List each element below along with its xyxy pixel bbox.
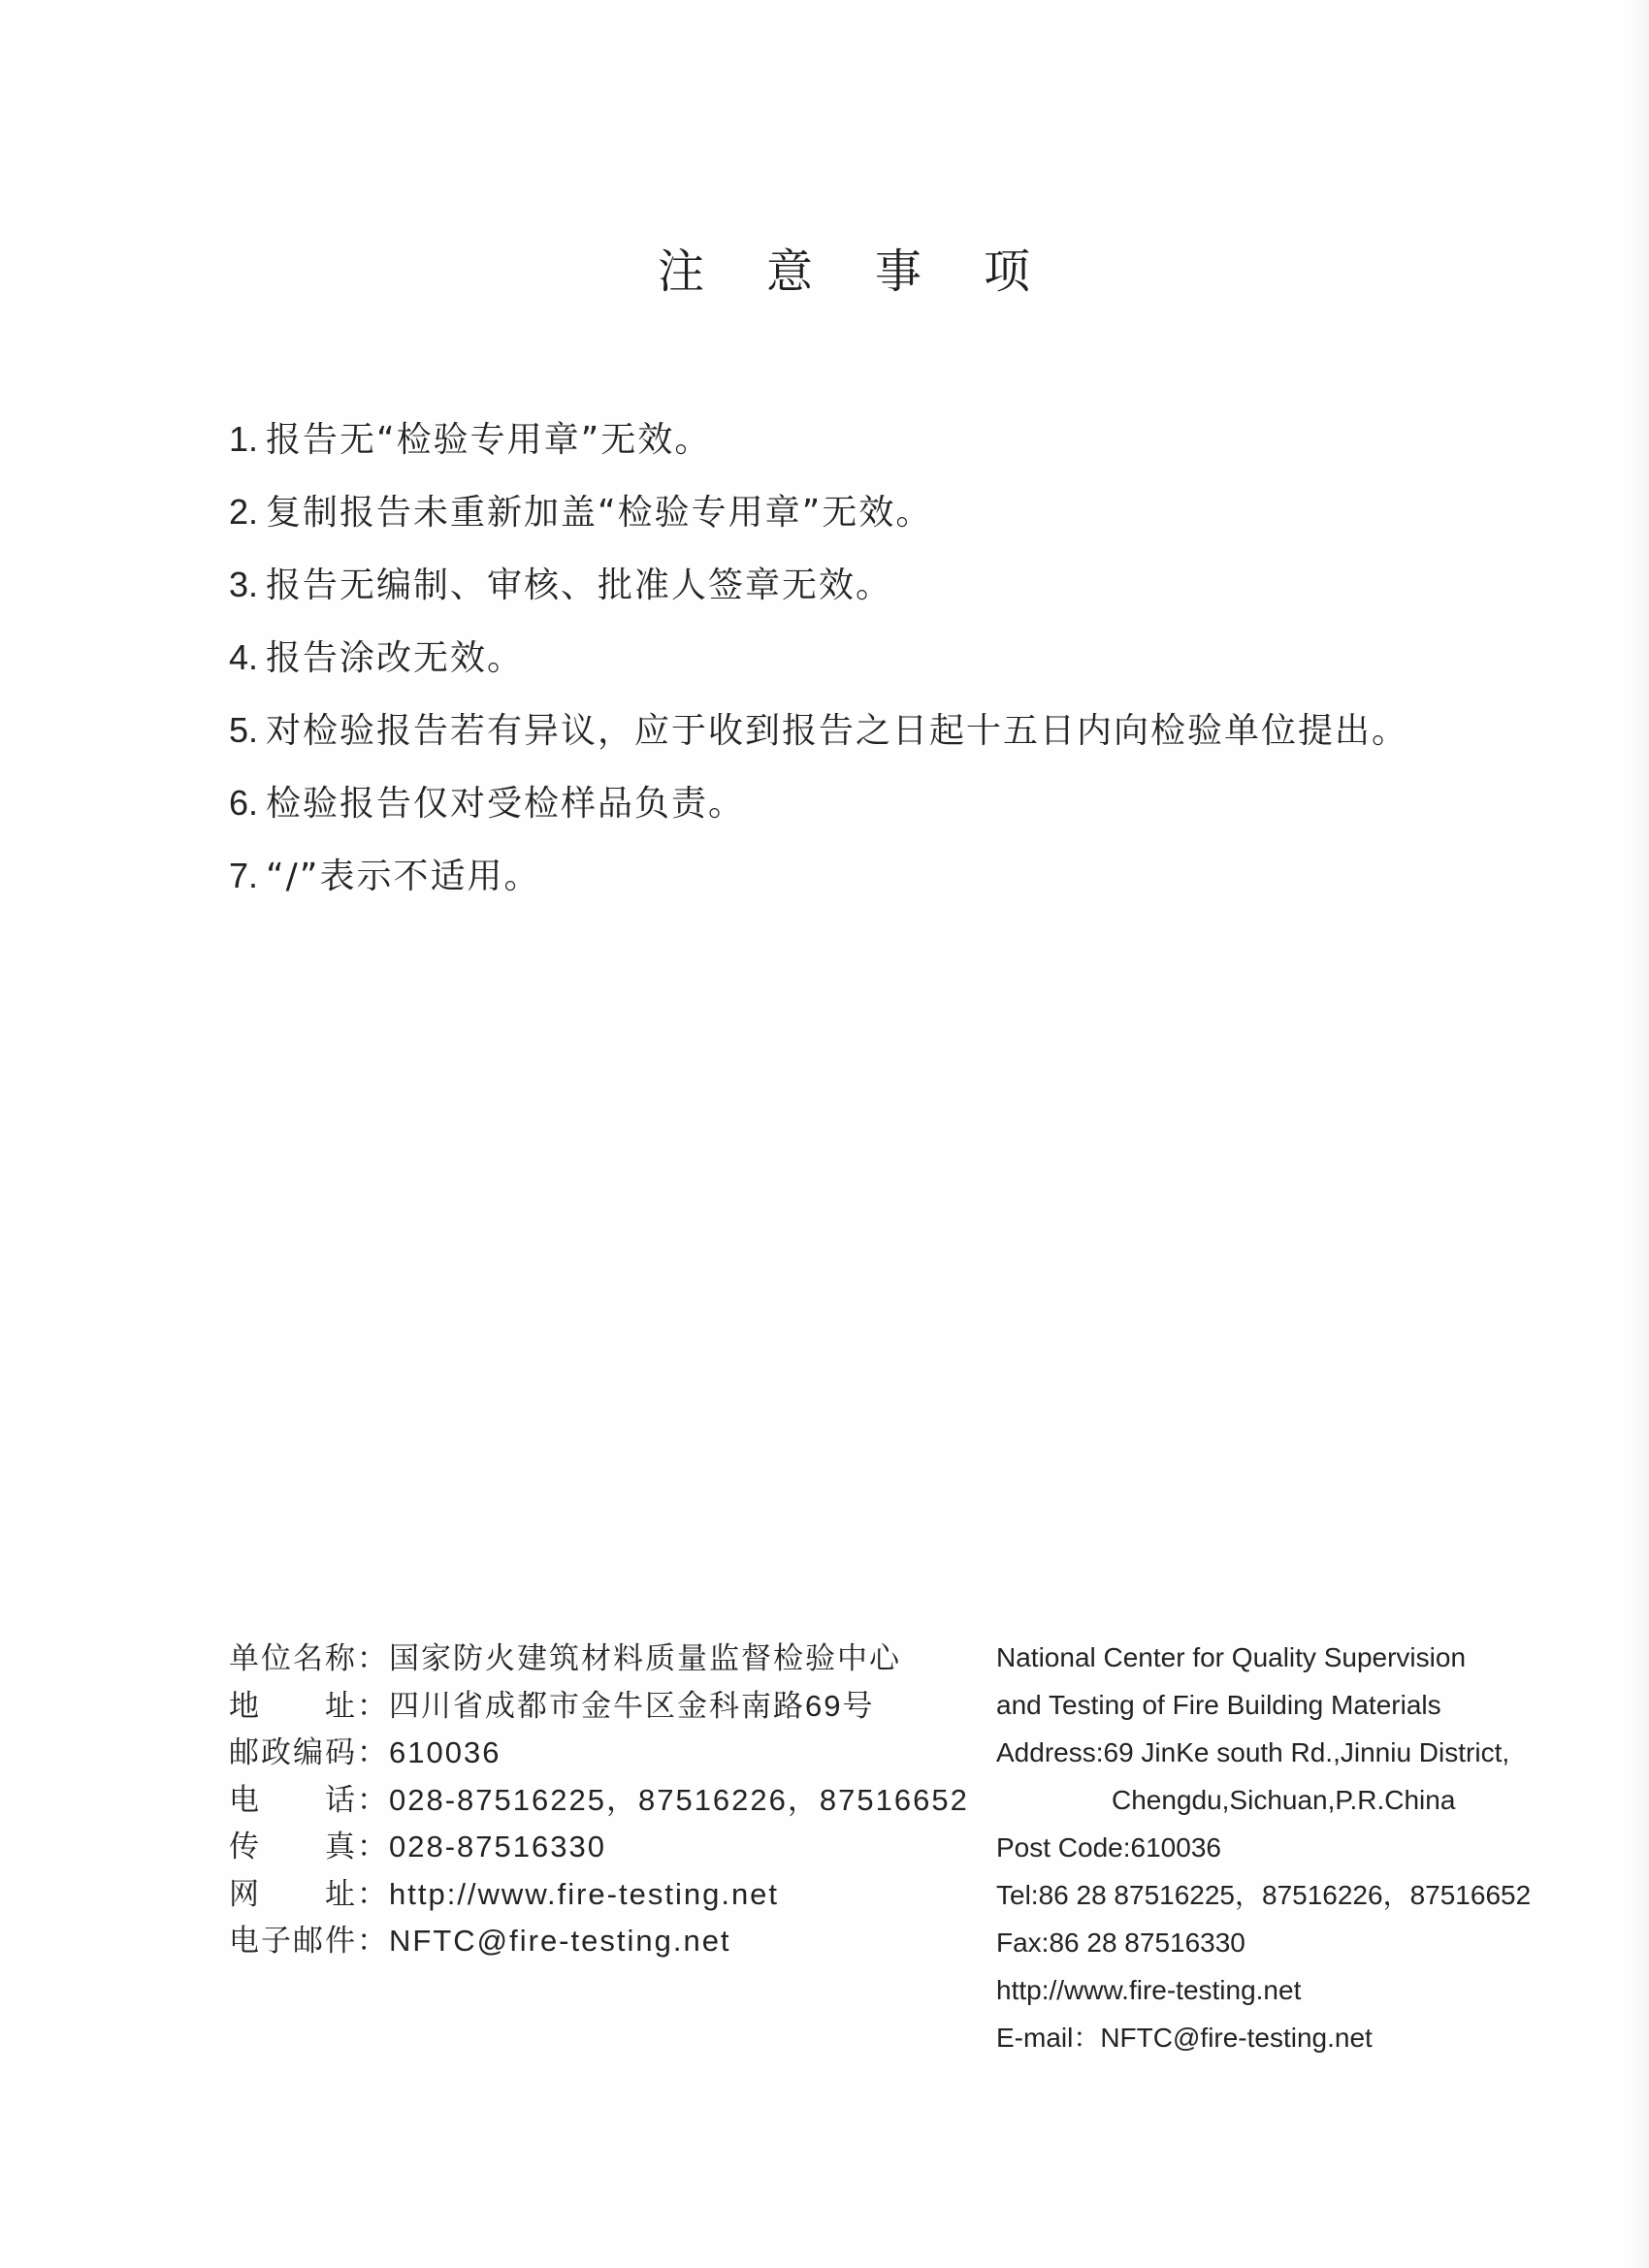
notice-text: 检验报告仅对受检样品负责。 — [266, 784, 746, 824]
contact-row-fax — [229, 1824, 969, 1871]
contact-label: 网址 — [229, 1876, 357, 1912]
notice-number: 3. — [229, 565, 259, 604]
email-line: E-mail：NFTC@fire-testing.net — [996, 2023, 1373, 2053]
label-colon: ： — [357, 1735, 389, 1770]
contact-info-english — [996, 1634, 1531, 2061]
contact-value: 610036 — [389, 1735, 501, 1769]
notice-text: 报告无“检验专用章”无效。 — [266, 420, 712, 460]
page-title: 注意事项 — [658, 244, 1093, 299]
label-colon: ： — [357, 1641, 389, 1676]
contact-row-postcode — [229, 1730, 969, 1777]
notice-text: “/”表示不适用。 — [266, 857, 541, 896]
notice-list — [229, 404, 1408, 913]
contact-row-phone — [229, 1777, 969, 1825]
contact-label: 邮政编码 — [229, 1735, 357, 1770]
address-line-1: Address:69 JinKe south Rd.,Jinniu District, — [996, 1737, 1510, 1767]
organization-name-line-1: National Center for Quality Supervision — [996, 1642, 1467, 1672]
notice-text: 复制报告未重新加盖“检验专用章”无效。 — [266, 493, 933, 533]
notice-text: 报告涂改无效。 — [266, 638, 525, 678]
notice-number: 2. — [229, 492, 259, 532]
notice-number: 4. — [229, 637, 259, 677]
website-line: http://www.fire-testing.net — [996, 1975, 1302, 2005]
contact-value: NFTC@fire-testing.net — [389, 1924, 731, 1958]
contact-label: 地址 — [229, 1688, 357, 1724]
label-colon: ： — [357, 1876, 389, 1912]
label-colon: ： — [357, 1924, 389, 1959]
contact-row-organization — [229, 1636, 969, 1683]
notice-item — [229, 622, 1408, 695]
scan-edge-shade — [1628, 0, 1649, 2268]
contact-row-email — [229, 1918, 969, 1965]
notice-number: 5. — [229, 710, 259, 750]
notice-item — [229, 549, 1408, 622]
contact-value: 四川省成都市金牛区金科南路69号 — [389, 1688, 875, 1723]
fax-line: Fax:86 28 87516330 — [996, 1928, 1245, 1958]
contact-label: 传真 — [229, 1830, 357, 1864]
notice-item — [229, 476, 1408, 549]
notice-item — [229, 695, 1408, 767]
organization-name-line-2: and Testing of Fire Building Materials — [996, 1690, 1441, 1720]
contact-label: 电话 — [229, 1782, 357, 1818]
contact-value: 国家防火建筑材料质量监督检验中心 — [389, 1641, 901, 1675]
contact-value: 028-87516225，87516226，87516652 — [389, 1782, 969, 1817]
notice-number: 6. — [229, 783, 259, 823]
contact-value: http://www.fire-testing.net — [389, 1876, 780, 1911]
notice-text: 报告无编制、审核、批准人签章无效。 — [266, 566, 893, 605]
notice-item — [229, 840, 1408, 913]
label-colon: ： — [357, 1830, 389, 1864]
post-code-line: Post Code:610036 — [996, 1832, 1221, 1863]
notice-number: 1. — [229, 419, 259, 459]
contact-label: 电子邮件 — [229, 1924, 357, 1959]
label-colon: ： — [357, 1688, 389, 1724]
tel-line: Tel:86 28 87516225，87516226，87516652 — [996, 1880, 1532, 1910]
contact-label: 单位名称 — [229, 1641, 357, 1676]
contact-row-website — [229, 1871, 969, 1919]
address-line-2: Chengdu,Sichuan,P.R.China — [1112, 1785, 1456, 1815]
contact-value: 028-87516330 — [389, 1830, 606, 1863]
contact-info-chinese — [229, 1636, 969, 1965]
notice-item — [229, 767, 1408, 840]
notice-number: 7. — [229, 856, 259, 895]
notice-item — [229, 404, 1408, 476]
notice-text: 对检验报告若有异议，应于收到报告之日起十五日内向检验单位提出。 — [266, 711, 1409, 751]
contact-row-address — [229, 1683, 969, 1731]
label-colon: ： — [357, 1782, 389, 1818]
